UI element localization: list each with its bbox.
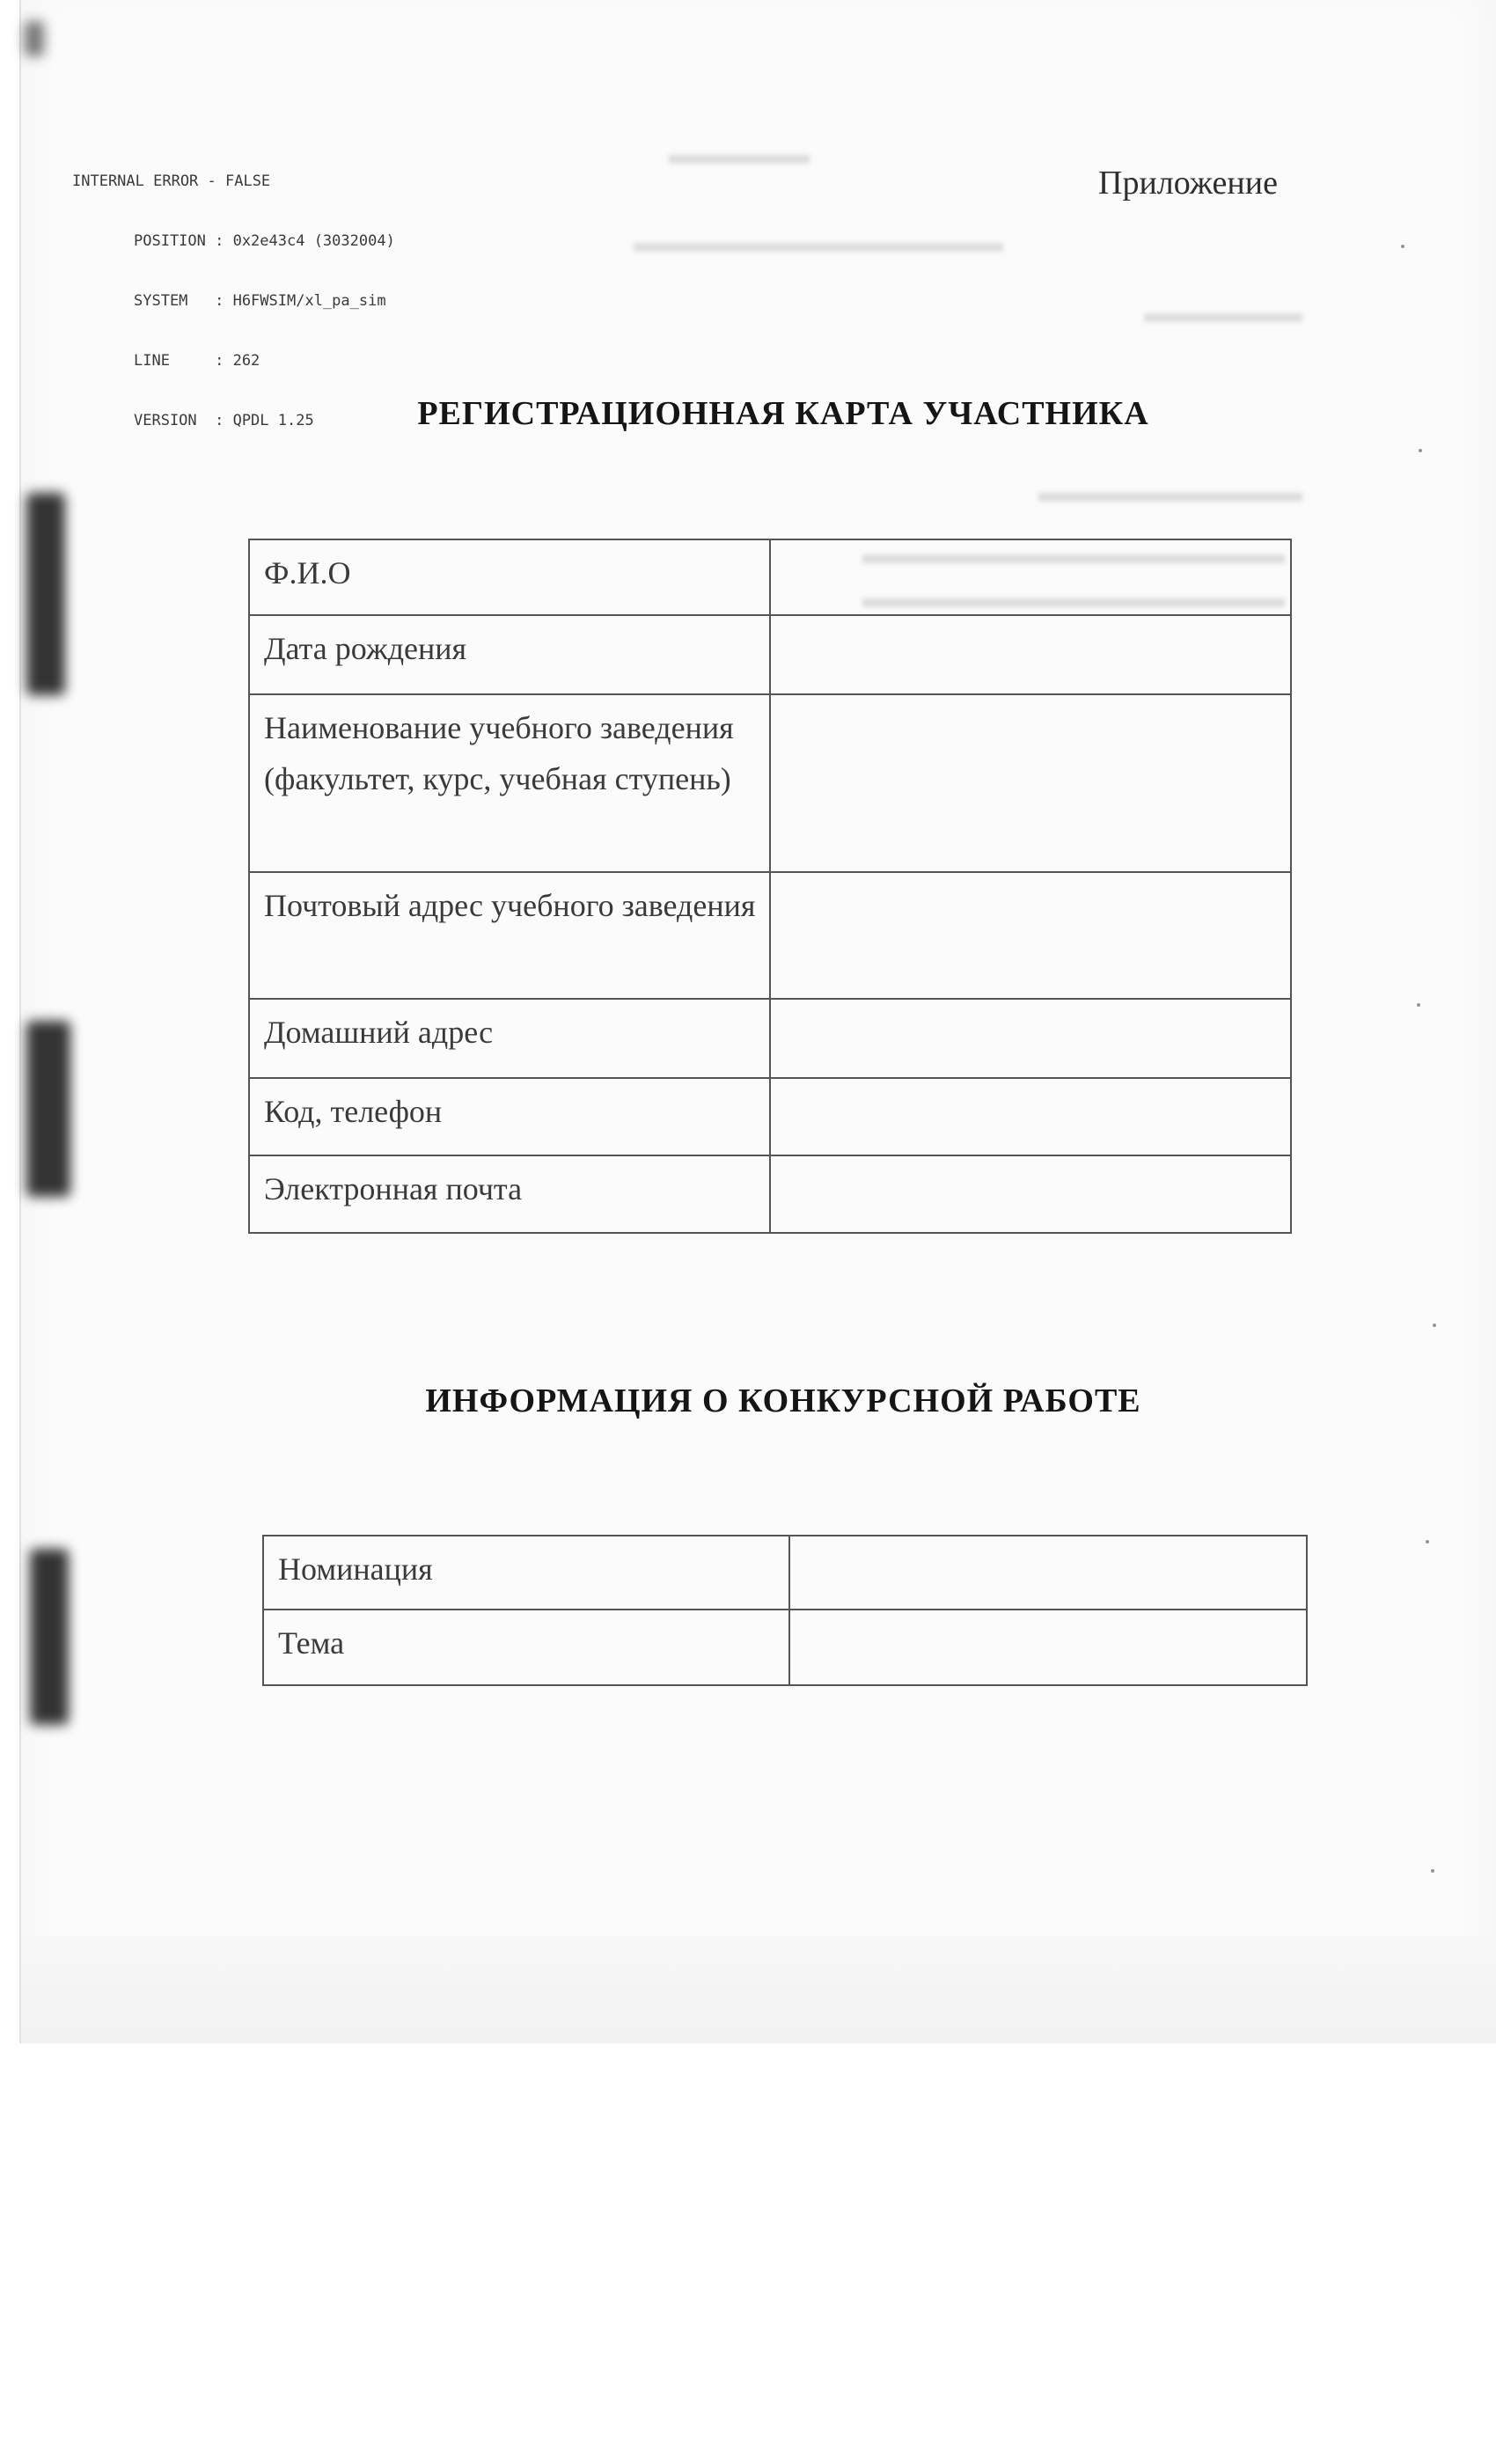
row-value-field[interactable] — [770, 1078, 1291, 1155]
speck-1 — [1401, 245, 1404, 248]
table-row — [249, 999, 1291, 1078]
table-row — [249, 539, 1291, 615]
row-label: Тема — [263, 1610, 789, 1685]
row-value-field[interactable] — [789, 1536, 1307, 1610]
debug-line-5: VERSION : QPDL 1.25 — [134, 412, 314, 429]
row-value-field[interactable] — [770, 615, 1291, 694]
row-value-field[interactable] — [770, 1155, 1291, 1233]
registration-title: РЕГИСТРАЦИОННАЯ КАРТА УЧАСТНИКА — [417, 395, 1149, 432]
row-label: Дата рождения — [249, 615, 770, 694]
competition-title: ИНФОРМАЦИЯ О КОНКУРСНОЙ РАБОТЕ — [425, 1382, 1141, 1419]
table-row — [249, 1078, 1291, 1155]
row-value-field[interactable] — [770, 872, 1291, 999]
speck-4 — [1433, 1324, 1436, 1327]
debug-line-1: INTERNAL ERROR - FALSE — [72, 172, 271, 190]
scan-smudge-1 — [26, 493, 65, 695]
speck-5 — [1426, 1540, 1429, 1544]
table-row — [263, 1610, 1307, 1685]
scan-smudge-2 — [26, 1021, 70, 1197]
row-label: Электронная почта — [249, 1155, 770, 1233]
bleed-through-2 — [634, 243, 1003, 252]
table-row — [249, 1155, 1291, 1233]
speck-2 — [1419, 449, 1422, 452]
table-row — [249, 872, 1291, 999]
speck-3 — [1417, 1003, 1420, 1007]
registration-table — [248, 539, 1292, 1234]
debug-line-2: POSITION : 0x2e43c4 (3032004) — [134, 232, 395, 250]
debug-line-3: SYSTEM : H6FWSIM/xl_pa_sim — [134, 292, 386, 310]
scan-shadow-band — [19, 1936, 1496, 2043]
bleed-through-4 — [1038, 493, 1302, 502]
scan-smudge-3 — [30, 1549, 69, 1725]
row-label: Код, телефон — [249, 1078, 770, 1155]
bleed-through-3 — [1144, 313, 1302, 322]
row-label: Наименование учебного заведения (факультет, курс, учебная ступень) — [249, 694, 770, 872]
row-label: Почтовый адрес учебного заведения — [249, 872, 770, 999]
debug-line-4: LINE : 262 — [134, 352, 260, 370]
table-row — [263, 1536, 1307, 1610]
row-label: Ф.И.О — [249, 539, 770, 615]
table-row — [249, 694, 1291, 872]
row-label: Номинация — [263, 1536, 789, 1610]
speck-6 — [1431, 1869, 1434, 1873]
row-value-field[interactable] — [789, 1610, 1307, 1685]
row-label: Домашний адрес — [249, 999, 770, 1078]
bleed-through-1 — [669, 155, 810, 164]
appendix-label: Приложение — [1098, 165, 1278, 202]
page-edge — [19, 0, 21, 2043]
table-row — [249, 615, 1291, 694]
row-value-field[interactable] — [770, 999, 1291, 1078]
competition-table — [262, 1535, 1308, 1686]
scan-smudge-top — [25, 21, 44, 56]
row-value-field[interactable] — [770, 539, 1291, 615]
row-value-field[interactable] — [770, 694, 1291, 872]
